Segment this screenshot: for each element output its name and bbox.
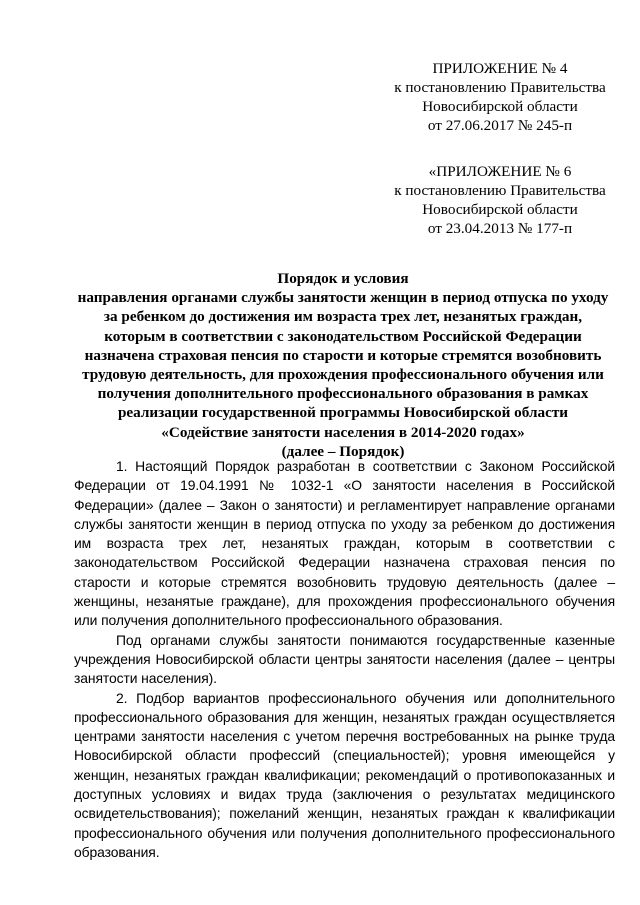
attachment-region: Новосибирской области [422, 201, 578, 218]
paragraph-2: 2. Подбор вариантов профессионального обучения или дополнительного профессионального образования для женщин, незанятых граждан осуществляется центрами занятости населения с учетом перечня востребованных на рынке труда Новосибирской области профессий (специальностей); уровня имеющейся у женщин, незанятых граждан квалификации; рекомендаций о противопоказанных и доступных условиях и видах труда (заключения о результатах медицинского освидетельствования); пожеланий женщин, незанятых граждан к квалификации профессионального обучения или получения дополнительного профессионального образования. [74, 689, 615, 860]
title-line: которым в соответствии с законодательством Российской Федерации [104, 327, 582, 345]
title-line: получения дополнительного профессионального образования в рамках [97, 385, 589, 403]
attachment-date-number: от 27.06.2017 № 245-п [427, 117, 573, 134]
attachment-resolution-ref: к постановлению Правительства [394, 182, 606, 199]
attachment-resolution-ref: к постановлению Правительства [394, 79, 606, 96]
title-line: реализации государственной программы Новосибирской области [117, 404, 569, 422]
title-line: направления органами службы занятости женщин в период отпуска по уходу [77, 289, 609, 307]
paragraph-1-definition: Под органами службы занятости понимаются государственные казенные учреждения Новосибирской области центры занятости населения (далее – центры занятости населения). [74, 631, 615, 687]
document-title [70, 269, 616, 461]
attachment-number: ПРИЛОЖЕНИЕ № 4 [432, 60, 568, 77]
title-line: (далее – Порядок) [281, 442, 405, 460]
attachment-date-number: от 23.04.2013 № 177-п [427, 220, 573, 237]
title-line: назначена страховая пенсия по старости и которые стремятся возобновить [84, 346, 602, 364]
attachment-header-previous [382, 162, 618, 238]
attachment-region: Новосибирской области [422, 98, 578, 115]
attachment-header-current [382, 59, 618, 135]
title-line: за ребенком до достижения им возраста трех лет, незанятых граждан, [103, 308, 583, 326]
title-line: Порядок и условия [277, 270, 409, 287]
title-line: «Содействие занятости населения в 2014-2020 годах» [161, 423, 525, 441]
attachment-number: «ПРИЛОЖЕНИЕ № 6 [428, 163, 572, 180]
document-body [74, 457, 615, 862]
paragraph-1: 1. Настоящий Порядок разработан в соответствии с Законом Российской Федерации от 19.04.1991 № 1032-1 «О занятости населения в Российской Федерации» (далее – Закон о занятости) и регламентирует направление органами службы занятости женщин в период отпуска по уходу за ребенком до достижения им возраста трех лет, незанятых граждан, которым в соответствии с законодательством Российской Федерации назначена страховая пенсия по старости и которые стремятся возобновить трудовую деятельность (далее – женщины, незанятые граждане), для прохождения профессионального обучения или получения дополнительного профессионального образования. [74, 458, 615, 629]
title-line: трудовую деятельность, для прохождения профессионального обучения или [82, 366, 604, 384]
